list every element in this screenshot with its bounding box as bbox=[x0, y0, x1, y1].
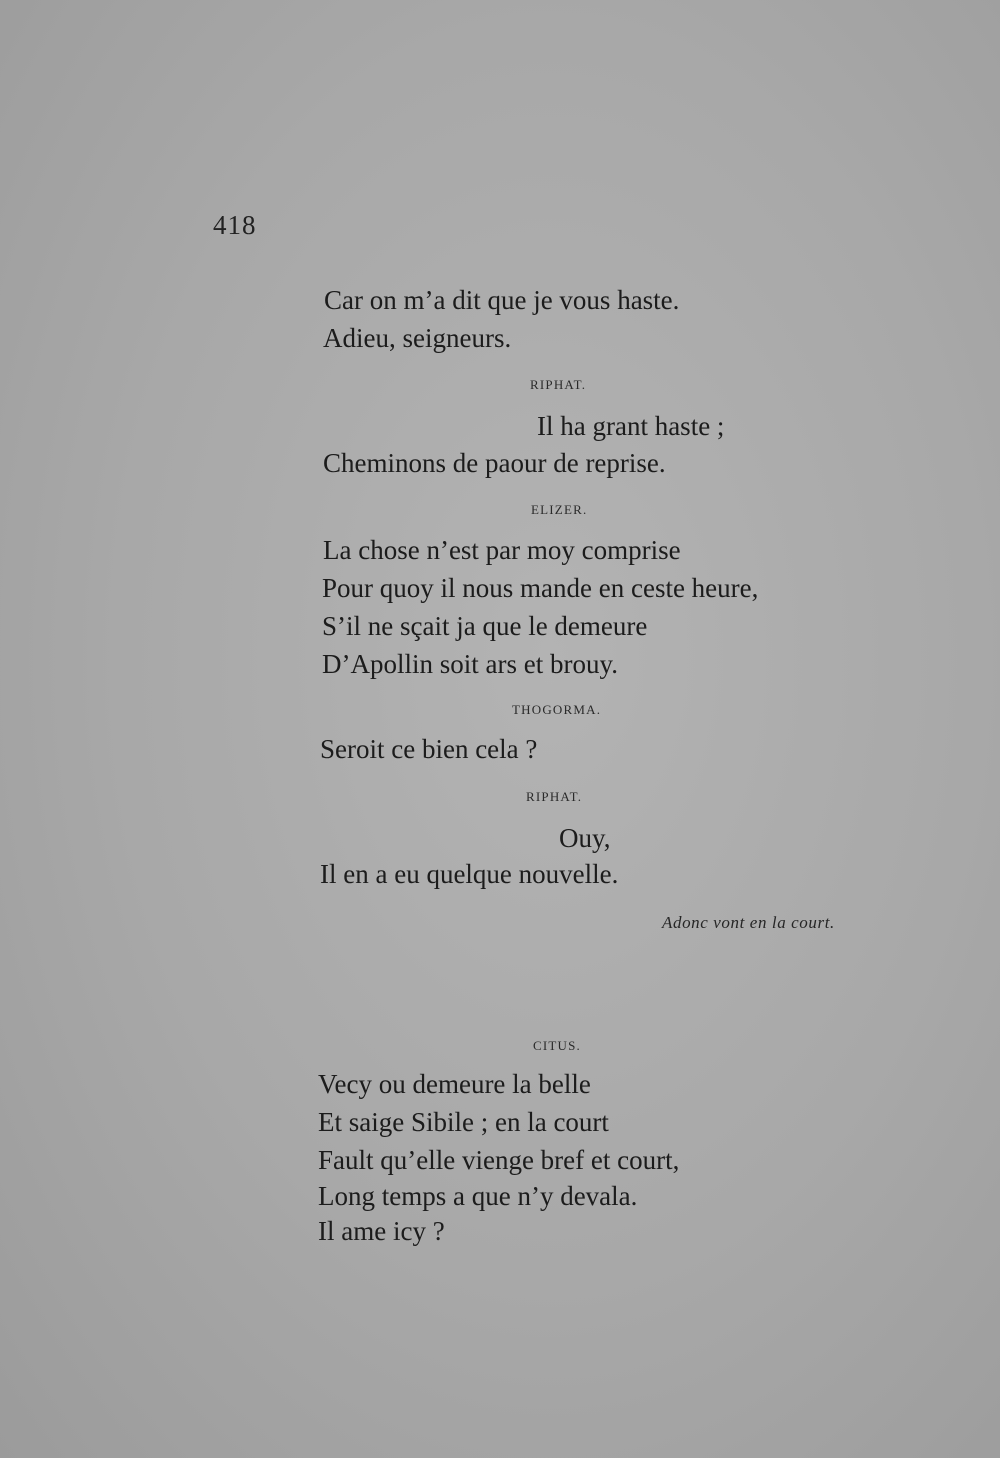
verse-line: D’Apollin soit ars et brouy. bbox=[322, 649, 618, 679]
verse-line: Ouy, bbox=[559, 823, 611, 853]
verse-line: Seroit ce bien cela ? bbox=[320, 734, 538, 764]
speaker-name: ELIZER. bbox=[531, 502, 588, 517]
verse-line: Car on m’a dit que je vous haste. bbox=[324, 285, 680, 315]
verse-line: S’il ne sçait ja que le demeure bbox=[322, 611, 648, 641]
speaker-name: RIPHAT. bbox=[530, 377, 587, 392]
verse-line: Et saige Sibile ; en la court bbox=[318, 1107, 609, 1137]
verse-line: Fault qu’elle vienge bref et court, bbox=[318, 1145, 680, 1175]
verse-line: Long temps a que n’y devala. bbox=[318, 1181, 638, 1211]
stage-direction: Adonc vont en la court. bbox=[662, 913, 835, 932]
verse-line: Il ha grant haste ; bbox=[537, 411, 725, 441]
verse-line: La chose n’est par moy comprise bbox=[323, 535, 681, 565]
verse-line: Il ame icy ? bbox=[318, 1216, 445, 1246]
verse-line: Pour quoy il nous mande en ceste heure, bbox=[322, 573, 759, 603]
speaker-name: RIPHAT. bbox=[526, 789, 583, 804]
speaker-name: CITUS. bbox=[533, 1038, 582, 1053]
verse-line: Adieu, seigneurs. bbox=[323, 323, 512, 353]
verse-line: Cheminons de paour de reprise. bbox=[323, 448, 666, 478]
verse-line: Vecy ou demeure la belle bbox=[318, 1069, 591, 1099]
page-number: 418 bbox=[213, 210, 257, 240]
verse-line: Il en a eu quelque nouvelle. bbox=[320, 859, 619, 889]
speaker-name: THOGORMA. bbox=[512, 702, 602, 717]
